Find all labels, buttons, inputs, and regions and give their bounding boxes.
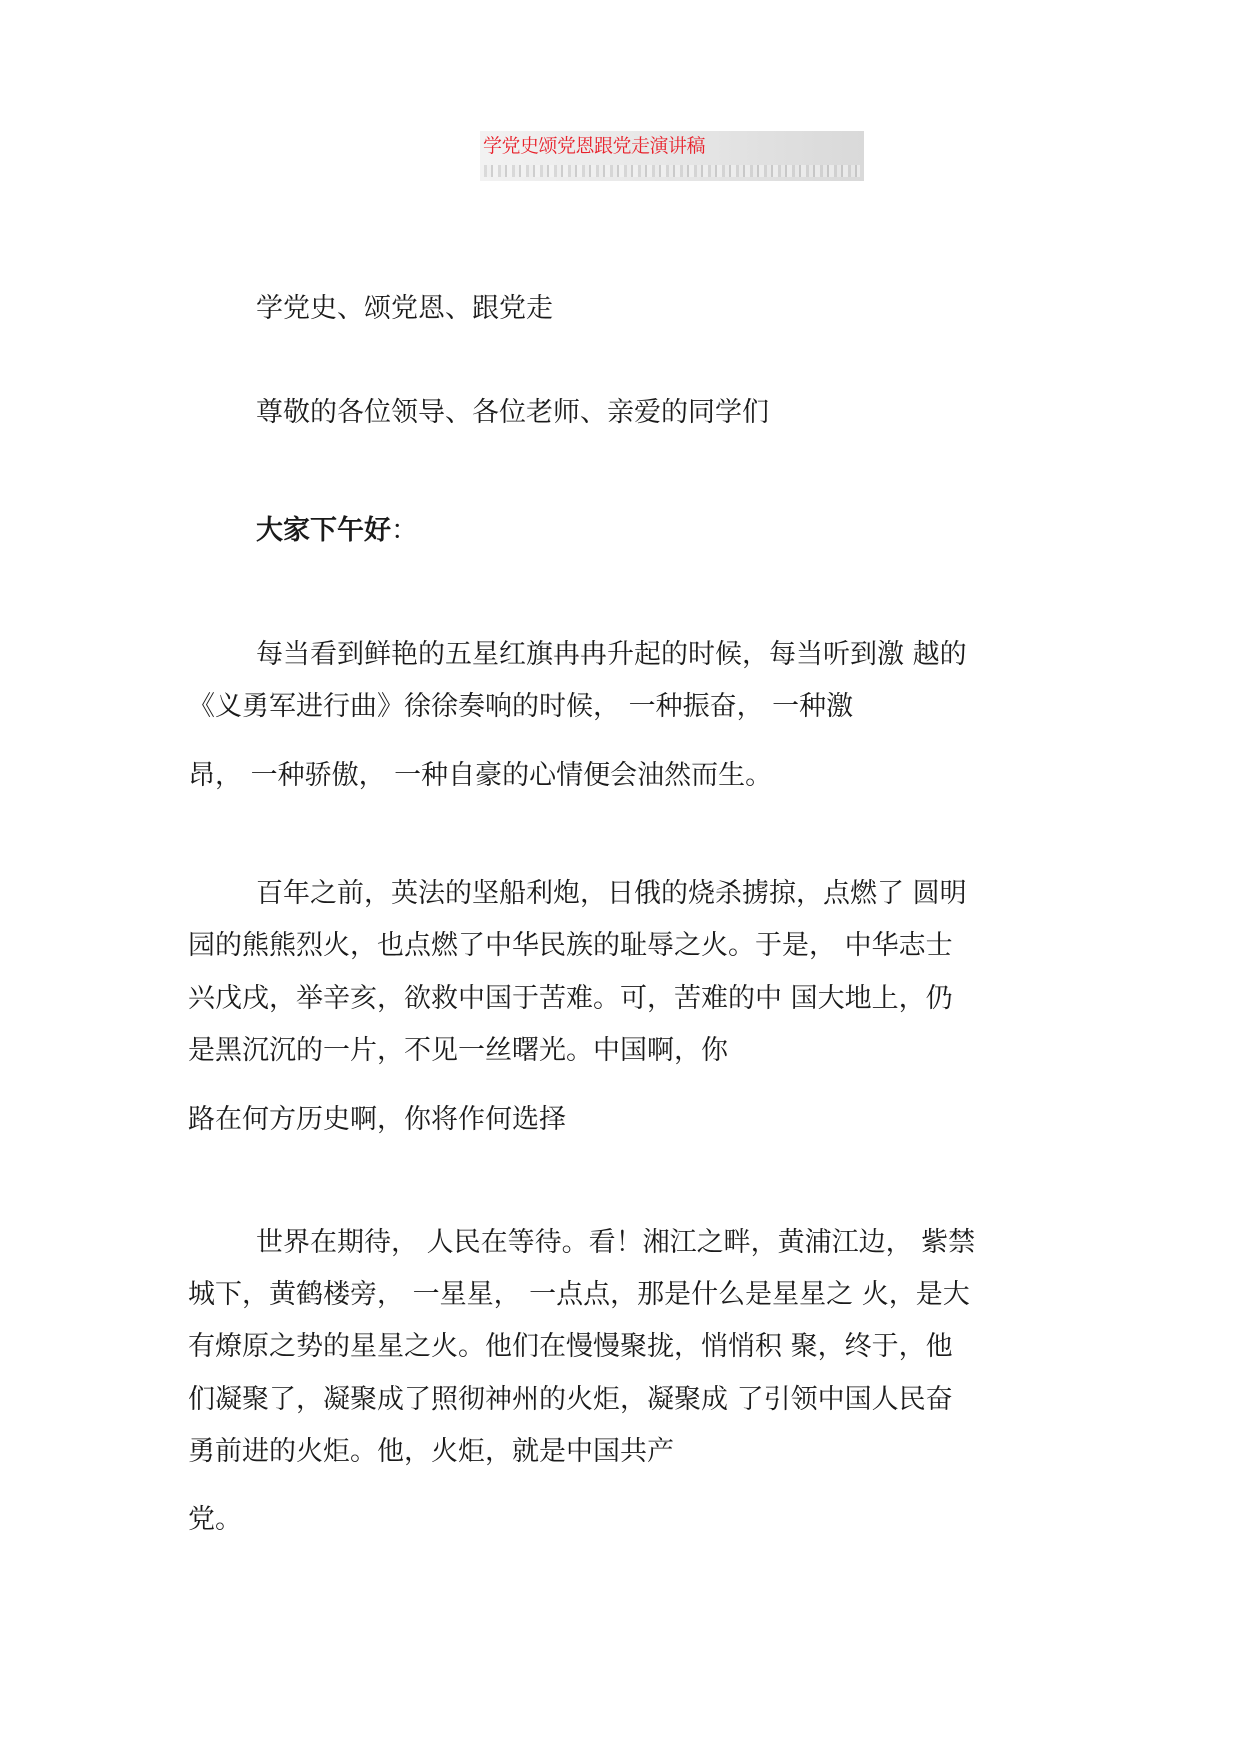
p2-continuation: 路在何方历史啊，你将作何选择 <box>188 1104 566 1135</box>
p3-line-1: 世界在期待， 人民在等待。看！湘江之畔，黄浦江边， 紫禁 <box>256 1227 976 1258</box>
p1-continuation: 昂， 一种骄傲， 一种自豪的心情便会油然而生。 <box>188 760 773 791</box>
document-heading: 学党史、颂党恩、跟党走 <box>256 293 553 324</box>
greeting-colon: ： <box>391 515 418 546</box>
p2-line-2: 园的熊熊烈火，也点燃了中华民族的耻辱之火。于是， 中华志士 <box>188 930 953 961</box>
p3-continuation: 党。 <box>188 1504 242 1535</box>
p2-line-1: 百年之前，英法的坚船利炮，日俄的烧杀掳掠，点燃了 圆明 <box>256 878 967 909</box>
greeting-text: 大家下午好 <box>256 515 391 546</box>
greeting <box>256 505 418 558</box>
p2-line-4: 是黑沉沉的一片，不见一丝曙光。中国啊，你 <box>188 1035 728 1066</box>
header-title: 学党史颂党恩跟党走演讲稿 <box>483 135 706 157</box>
p3-line-4: 们凝聚了，凝聚成了照彻神州的火炬，凝聚成 了引领中国人民奋 <box>188 1384 953 1415</box>
salutation: 尊敬的各位领导、各位老师、亲爱的同学们 <box>256 397 769 428</box>
p1-line-1: 每当看到鲜艳的五星红旗冉冉升起的时候，每当听到激 越的 <box>256 639 967 670</box>
p3-line-3: 有燎原之势的星星之火。他们在慢慢聚拢，悄悄积 聚，终于，他 <box>188 1331 953 1362</box>
p3-line-5: 勇前进的火炬。他，火炬，就是中国共产 <box>188 1436 674 1467</box>
p3-line-2: 城下，黄鹤楼旁， 一星星， 一点点，那是什么是星星之 火，是大 <box>188 1279 970 1310</box>
p2-line-3: 兴戊戌，举辛亥，欲救中国于苦难。可，苦难的中 国大地上，仍 <box>188 983 953 1014</box>
p1-line-2: 《义勇军进行曲》徐徐奏响的时候， 一种振奋， 一种激 <box>188 691 854 722</box>
